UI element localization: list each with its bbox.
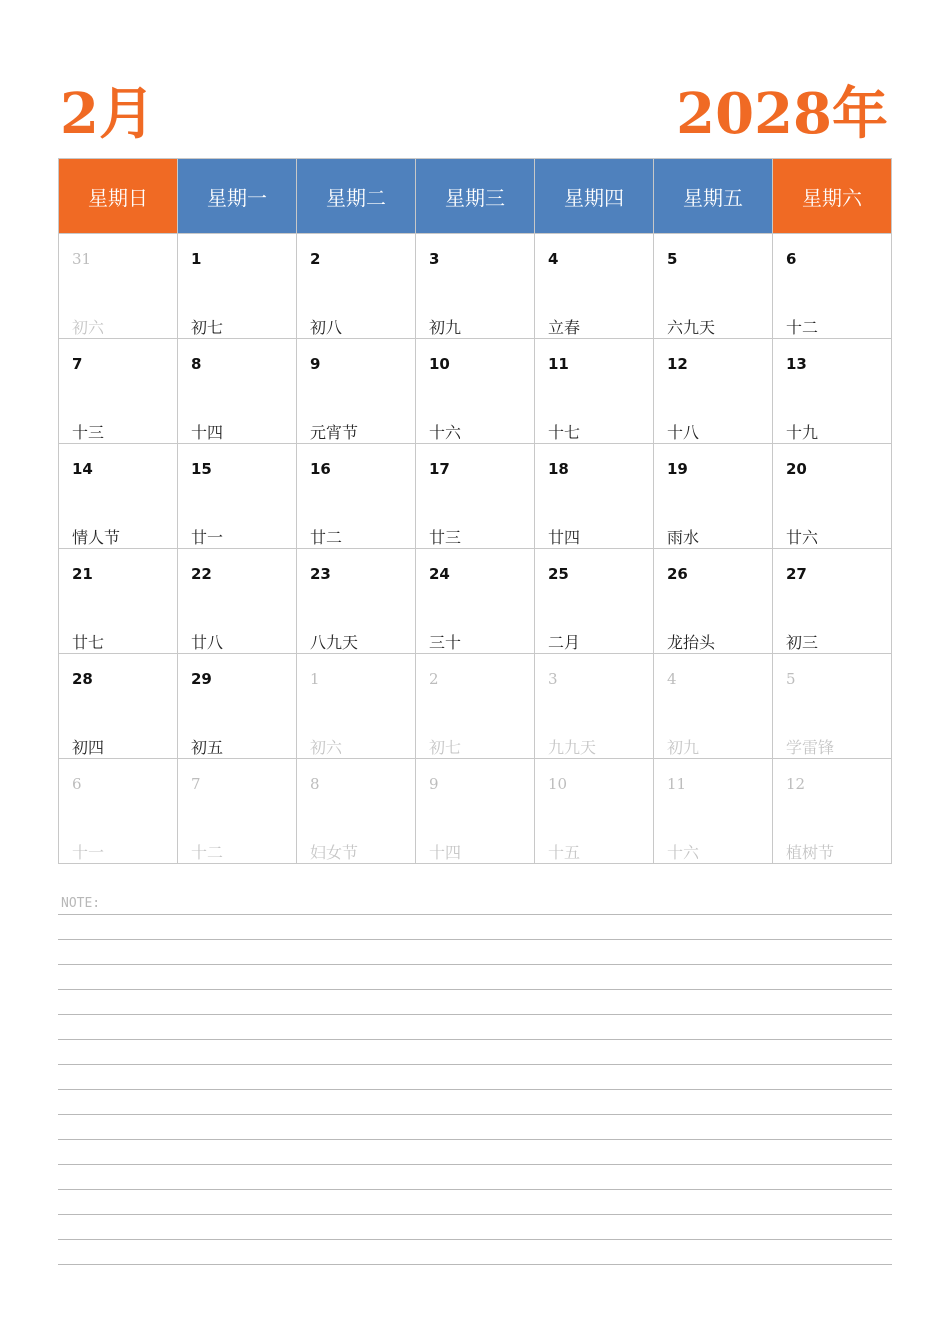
- weekday-wednesday: 星期三: [416, 159, 535, 234]
- day-cell-adjacent-month[interactable]: [297, 759, 416, 864]
- lunar-date: 二月: [548, 633, 581, 652]
- lunar-date: 初八: [310, 318, 343, 337]
- lunar-date: 初七: [429, 738, 462, 757]
- lunar-date: 雨水: [667, 528, 700, 547]
- day-cell-adjacent-month[interactable]: [59, 759, 178, 864]
- day-cell[interactable]: [773, 339, 892, 444]
- day-cell[interactable]: [297, 444, 416, 549]
- lunar-date: 初七: [191, 318, 224, 337]
- calendar-body: [59, 234, 892, 864]
- day-cell[interactable]: [535, 444, 654, 549]
- weekday-sunday: 星期日: [59, 159, 178, 234]
- day-number: 27: [786, 565, 807, 583]
- day-number: 14: [72, 460, 93, 478]
- day-number: 20: [786, 460, 807, 478]
- day-cell[interactable]: [297, 234, 416, 339]
- day-number: 25: [548, 565, 569, 583]
- day-number: 7: [191, 775, 201, 793]
- day-cell[interactable]: [654, 549, 773, 654]
- day-cell[interactable]: [654, 339, 773, 444]
- day-number: 1: [191, 250, 202, 268]
- day-cell[interactable]: [654, 444, 773, 549]
- day-cell[interactable]: [59, 549, 178, 654]
- day-cell-adjacent-month[interactable]: [297, 654, 416, 759]
- day-cell-adjacent-month[interactable]: [416, 759, 535, 864]
- day-number: 12: [667, 355, 688, 373]
- day-cell[interactable]: [59, 339, 178, 444]
- day-cell[interactable]: [178, 549, 297, 654]
- lunar-date: 情人节: [72, 528, 121, 547]
- note-lines[interactable]: [58, 914, 892, 1265]
- day-number: 12: [786, 775, 806, 793]
- note-line: [58, 1190, 892, 1215]
- lunar-date: 十四: [191, 423, 224, 442]
- day-number: 6: [72, 775, 82, 793]
- day-cell[interactable]: [416, 339, 535, 444]
- week-row: [59, 234, 892, 339]
- day-cell-adjacent-month[interactable]: [654, 759, 773, 864]
- lunar-date: 初三: [786, 633, 819, 652]
- day-number: 13: [786, 355, 807, 373]
- day-cell-adjacent-month[interactable]: [535, 654, 654, 759]
- lunar-date: 初九: [429, 318, 462, 337]
- note-line: [58, 1090, 892, 1115]
- day-number: 7: [72, 355, 83, 373]
- weekday-thursday: 星期四: [535, 159, 654, 234]
- lunar-date: 初五: [191, 738, 224, 757]
- lunar-date: 八九天: [310, 633, 359, 652]
- lunar-date: 廿二: [310, 528, 343, 547]
- day-number: 2: [429, 670, 439, 688]
- day-cell[interactable]: [535, 549, 654, 654]
- weekday-monday: 星期一: [178, 159, 297, 234]
- lunar-date: 廿四: [548, 528, 581, 547]
- lunar-date: 初四: [72, 738, 105, 757]
- day-cell[interactable]: [297, 339, 416, 444]
- day-cell[interactable]: [535, 339, 654, 444]
- week-row: [59, 654, 892, 759]
- week-row: [59, 759, 892, 864]
- day-number: 23: [310, 565, 331, 583]
- lunar-date: 初六: [310, 738, 343, 757]
- week-row: [59, 444, 892, 549]
- day-cell[interactable]: [178, 339, 297, 444]
- lunar-date: 十三: [72, 423, 105, 442]
- lunar-date: 十八: [667, 423, 700, 442]
- day-cell[interactable]: [59, 654, 178, 759]
- week-row: [59, 339, 892, 444]
- day-number: 11: [667, 775, 687, 793]
- day-number: 24: [429, 565, 450, 583]
- note-line: [58, 1240, 892, 1265]
- day-number: 26: [667, 565, 688, 583]
- day-number: 19: [667, 460, 688, 478]
- day-number: 31: [72, 250, 92, 268]
- day-cell[interactable]: [178, 444, 297, 549]
- day-cell[interactable]: [535, 234, 654, 339]
- lunar-date: 廿六: [786, 528, 819, 547]
- note-line: [58, 1065, 892, 1090]
- day-cell[interactable]: [178, 234, 297, 339]
- day-number: 22: [191, 565, 212, 583]
- day-cell[interactable]: [59, 444, 178, 549]
- weekday-header-row: [59, 159, 892, 234]
- day-cell[interactable]: [416, 549, 535, 654]
- day-cell[interactable]: [773, 444, 892, 549]
- lunar-date: 十七: [548, 423, 581, 442]
- day-cell-adjacent-month[interactable]: [654, 654, 773, 759]
- day-number: 8: [310, 775, 320, 793]
- day-cell[interactable]: [297, 549, 416, 654]
- day-number: 2: [310, 250, 321, 268]
- lunar-date: 十一: [72, 843, 105, 862]
- day-number: 4: [548, 250, 559, 268]
- day-cell-adjacent-month[interactable]: [416, 654, 535, 759]
- note-line: [58, 915, 892, 940]
- note-line: [58, 1040, 892, 1065]
- lunar-date: 廿八: [191, 633, 224, 652]
- day-number: 16: [310, 460, 331, 478]
- lunar-date: 九九天: [548, 738, 597, 757]
- note-line: [58, 990, 892, 1015]
- day-number: 29: [191, 670, 212, 688]
- lunar-date: 立春: [548, 318, 581, 337]
- lunar-date: 初六: [72, 318, 105, 337]
- day-cell-adjacent-month[interactable]: [773, 654, 892, 759]
- day-cell-adjacent-month[interactable]: [773, 759, 892, 864]
- day-number: 17: [429, 460, 450, 478]
- day-number: 1: [310, 670, 320, 688]
- note-label: NOTE:: [61, 896, 101, 911]
- day-number: 15: [191, 460, 212, 478]
- day-number: 21: [72, 565, 93, 583]
- day-number: 8: [191, 355, 202, 373]
- lunar-date: 初九: [667, 738, 700, 757]
- day-number: 5: [667, 250, 678, 268]
- day-number: 4: [667, 670, 677, 688]
- lunar-date: 植树节: [786, 843, 835, 862]
- week-row: [59, 549, 892, 654]
- day-cell[interactable]: [654, 234, 773, 339]
- day-number: 9: [429, 775, 439, 793]
- lunar-date: 学雷锋: [786, 738, 835, 757]
- day-cell-adjacent-month[interactable]: [535, 759, 654, 864]
- note-line: [58, 1215, 892, 1240]
- lunar-date: 十五: [548, 843, 581, 862]
- note-line: [58, 965, 892, 990]
- calendar-grid: [58, 158, 892, 864]
- year-title: 2028年: [676, 81, 888, 147]
- weekday-tuesday: 星期二: [297, 159, 416, 234]
- day-number: 6: [786, 250, 797, 268]
- note-line: [58, 1165, 892, 1190]
- day-number: 11: [548, 355, 569, 373]
- lunar-date: 十六: [667, 843, 700, 862]
- lunar-date: 廿一: [191, 528, 224, 547]
- lunar-date: 三十: [429, 633, 462, 652]
- lunar-date: 十二: [191, 843, 224, 862]
- note-line: [58, 1115, 892, 1140]
- day-number: 9: [310, 355, 321, 373]
- day-number: 3: [548, 670, 558, 688]
- day-number: 10: [548, 775, 568, 793]
- day-number: 10: [429, 355, 450, 373]
- lunar-date: 廿三: [429, 528, 462, 547]
- lunar-date: 龙抬头: [667, 633, 716, 652]
- day-cell[interactable]: [773, 549, 892, 654]
- day-number: 28: [72, 670, 93, 688]
- lunar-date: 十二: [786, 318, 819, 337]
- day-cell[interactable]: [416, 234, 535, 339]
- day-number: 18: [548, 460, 569, 478]
- note-line: [58, 1140, 892, 1165]
- note-line: [58, 1015, 892, 1040]
- lunar-date: 廿七: [72, 633, 105, 652]
- note-line: [58, 940, 892, 965]
- lunar-date: 十四: [429, 843, 462, 862]
- lunar-date: 六九天: [667, 318, 716, 337]
- lunar-date: 十六: [429, 423, 462, 442]
- day-cell-adjacent-month[interactable]: [59, 234, 178, 339]
- day-cell[interactable]: [773, 234, 892, 339]
- day-cell[interactable]: [416, 444, 535, 549]
- day-number: 3: [429, 250, 440, 268]
- day-number: 5: [786, 670, 796, 688]
- lunar-date: 元宵节: [310, 423, 359, 442]
- day-cell-adjacent-month[interactable]: [178, 759, 297, 864]
- weekday-saturday: 星期六: [773, 159, 892, 234]
- weekday-friday: 星期五: [654, 159, 773, 234]
- lunar-date: 妇女节: [310, 843, 359, 862]
- lunar-date: 十九: [786, 423, 819, 442]
- day-cell[interactable]: [178, 654, 297, 759]
- month-title: 2月: [60, 81, 155, 147]
